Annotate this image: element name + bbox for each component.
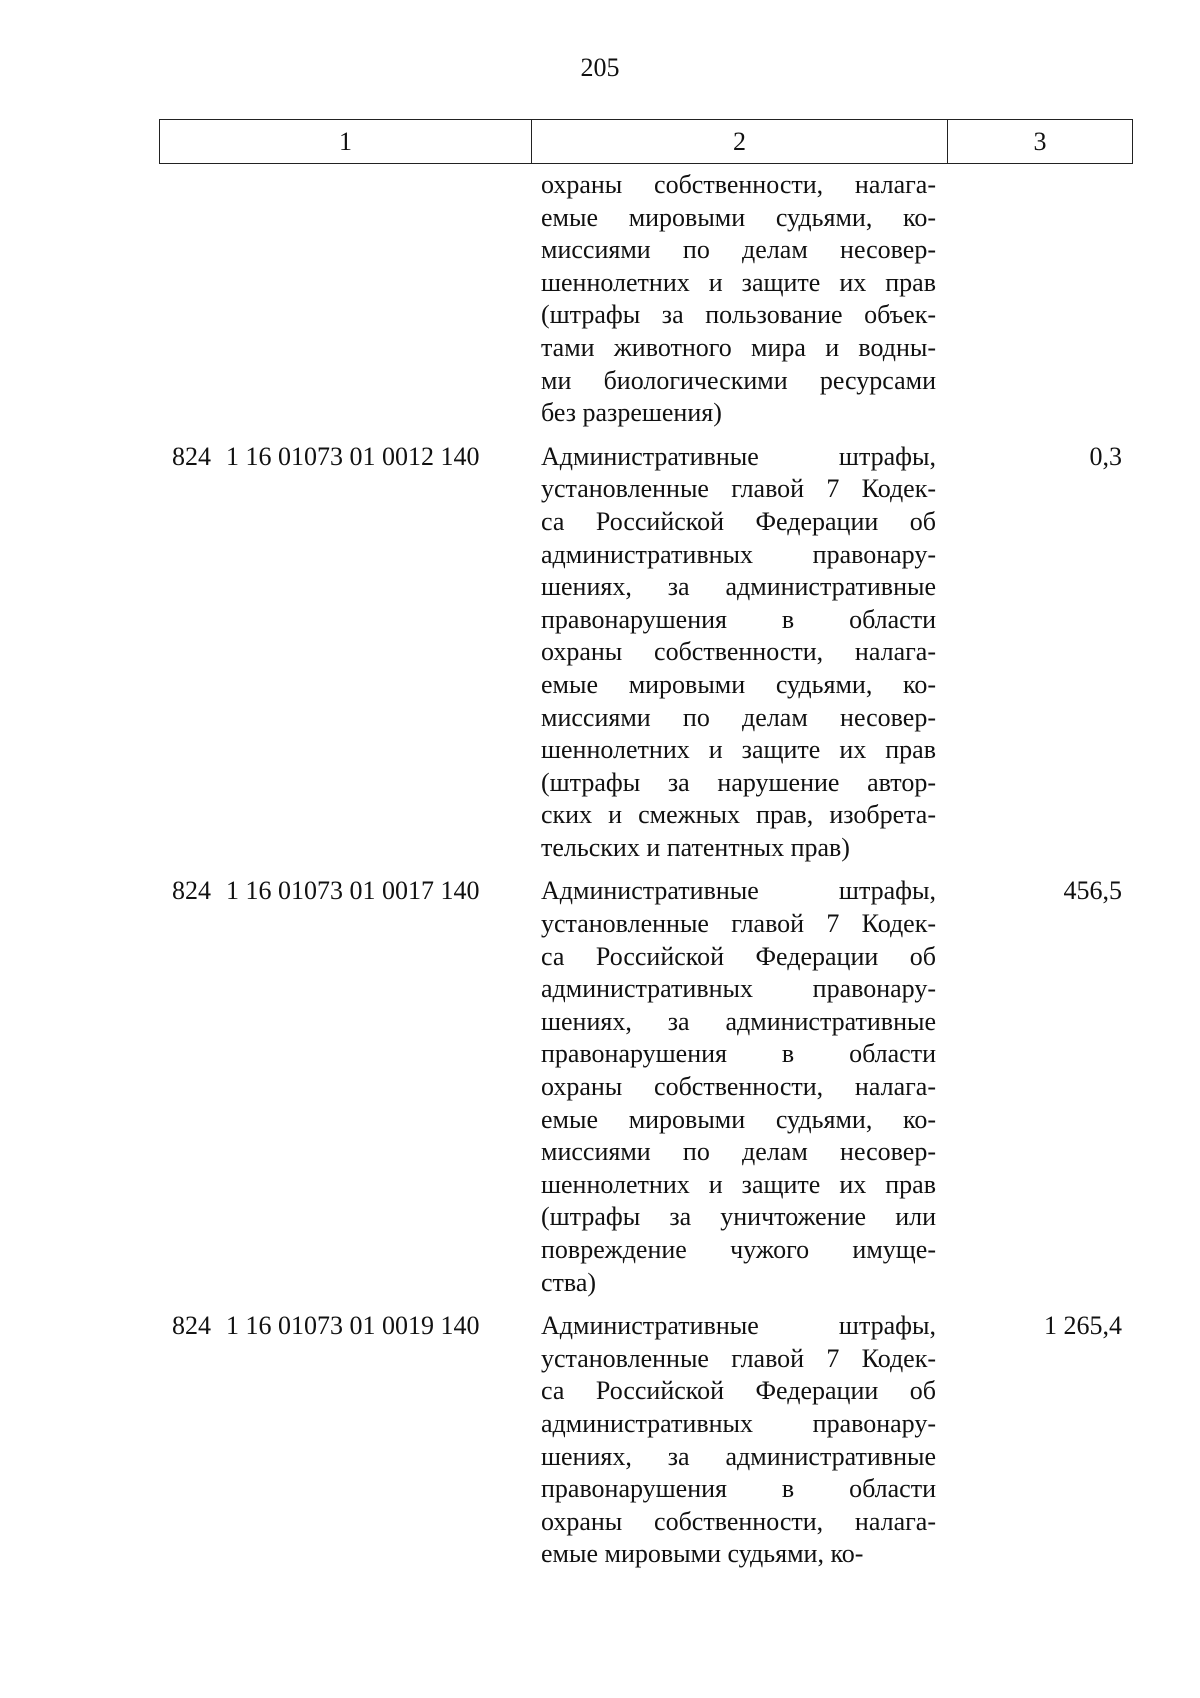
row-gap	[159, 864, 1133, 875]
text-line: (штрафы за нарушение автор-	[541, 767, 936, 797]
text-line: установленные главой 7 Кодек-	[541, 909, 936, 939]
income-name-cell	[531, 875, 947, 1299]
text-line: правонарушения в области	[541, 1039, 936, 1069]
text-line: Административные штрафы,	[541, 1311, 936, 1341]
text-line: емые мировыми судьями, ко-	[541, 202, 936, 232]
text-line: (штрафы за пользование объек-	[541, 300, 936, 330]
table-row	[159, 1310, 1133, 1571]
text-line: шениях, за административные	[541, 1441, 936, 1471]
text-line: шеннолетних и защите их прав	[541, 735, 936, 765]
income-name-cell	[531, 1310, 947, 1571]
text-line: тельских и патентных прав)	[541, 832, 850, 862]
text-line: без разрешения)	[541, 398, 722, 428]
text-line: тами животного мира и водны-	[541, 332, 936, 362]
text-line: повреждение чужого имуще-	[541, 1235, 936, 1264]
text-line: административных правонару-	[541, 974, 936, 1004]
text-line: са Российской Федерации об	[541, 941, 936, 971]
sum-cell: 0,3	[1089, 441, 1122, 471]
classification-code-cell: 1 16 01073 01 0012 140	[226, 441, 480, 471]
row-gap	[159, 1299, 1133, 1310]
text-line: административных правонару-	[541, 539, 936, 569]
text-line: (штрафы за уничтожение или	[541, 1202, 936, 1232]
text-line: Административные штрафы,	[541, 441, 936, 471]
text-line: охраны собственности, налага-	[541, 637, 936, 667]
admin-code-cell: 824	[172, 876, 211, 906]
classification-code-cell: 1 16 01073 01 0019 140	[226, 1311, 480, 1341]
text-line: емые мировыми судьями, ко-	[541, 1539, 864, 1569]
text-line: емые мировыми судьями, ко-	[541, 1104, 936, 1134]
text-line: миссиями по делам несовер-	[541, 235, 936, 265]
sum-cell: 456,5	[1063, 876, 1122, 906]
text-line: шеннолетних и защите их прав	[541, 1169, 936, 1199]
text-line: шениях, за административные	[541, 1006, 936, 1036]
text-line: ских и смежных прав, изобрета-	[541, 800, 936, 830]
text-line: шениях, за административные	[541, 572, 936, 602]
text-line: миссиями по делам несовер-	[541, 702, 936, 732]
text-line: установленные главой 7 Кодек-	[541, 474, 936, 504]
sum-cell: 1 265,4	[1044, 1311, 1122, 1341]
text-line: миссиями по делам несовер-	[541, 1137, 936, 1167]
text-line: охраны собственности, налага-	[541, 1506, 936, 1536]
row-gap	[159, 430, 1133, 441]
text-line: ства)	[541, 1267, 597, 1297]
continuation-row	[159, 169, 1133, 430]
text-line: установленные главой 7 Кодек-	[541, 1343, 936, 1373]
table-body	[159, 169, 1133, 1571]
text-line: Административные штрафы,	[541, 876, 936, 906]
text-line: ми биологическими ресурсами	[541, 365, 936, 395]
text-line: охраны собственности, налага-	[541, 170, 936, 199]
text-line: правонарушения в области	[541, 1474, 936, 1504]
text-line: охраны собственности, налага-	[541, 1072, 936, 1102]
table-row	[159, 875, 1133, 1299]
text-line: административных правонару-	[541, 1408, 936, 1438]
admin-code-cell: 824	[172, 1311, 211, 1341]
text-line: емые мировыми судьями, ко-	[541, 669, 936, 699]
header-cell-2: 2	[532, 120, 948, 163]
admin-code-cell: 824	[172, 441, 211, 471]
income-name-cell	[531, 441, 947, 865]
text-line: шеннолетних и защите их прав	[541, 267, 936, 297]
income-name-cell	[531, 169, 947, 430]
header-cell-1: 1	[160, 120, 532, 163]
page-number: 205	[580, 53, 620, 82]
text-line: правонарушения в области	[541, 604, 936, 634]
table-row	[159, 441, 1133, 865]
table-header	[159, 119, 1133, 164]
text-line: са Российской Федерации об	[541, 1376, 936, 1406]
classification-code-cell: 1 16 01073 01 0017 140	[226, 876, 480, 906]
header-cell-3: 3	[1033, 126, 1047, 156]
text-line: са Российской Федерации об	[541, 506, 936, 536]
